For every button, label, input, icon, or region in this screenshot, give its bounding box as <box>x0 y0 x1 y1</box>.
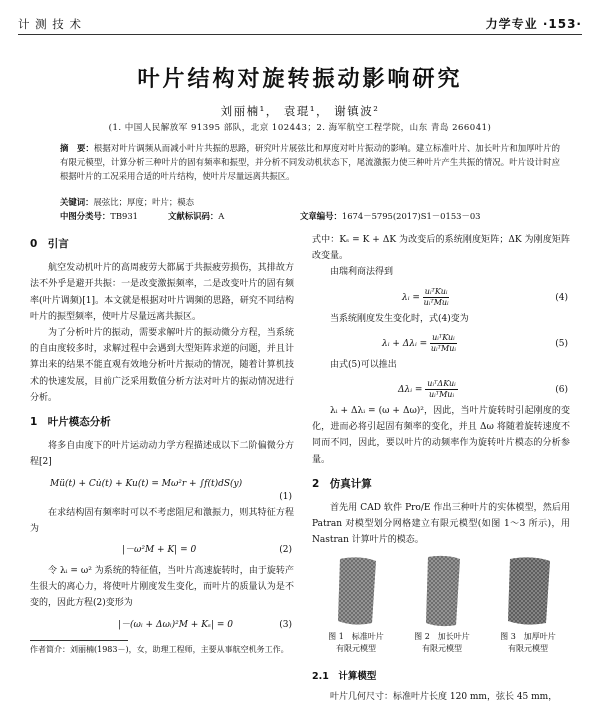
thickened-blade-mesh-image <box>498 555 558 627</box>
paragraph: 在求结构固有频率时可以不考虑阻尼和激振力，则其特征方程为 <box>30 507 294 534</box>
equation-4 <box>312 281 570 311</box>
equation-number: (6) <box>555 385 568 396</box>
equation-body: Mü(t) + Cu̇(t) + Ku(t) = Mω²r + ∫f(t)dS(y) <box>50 478 243 489</box>
equation-body <box>382 333 457 354</box>
equation-2 <box>30 537 294 563</box>
numerator: uᵢᵀKuᵢ <box>432 332 455 342</box>
equation-3 <box>30 612 294 638</box>
denominator: uᵢᵀMuᵢ <box>428 390 455 400</box>
equation-number: (4) <box>555 292 568 303</box>
paragraph: λᵢ + Δλᵢ = (ω + Δω)²，因此，当叶片旋转时引起刚度的变化，进而必将引起固有频率的变化，并且 Δω 将随着旋转速度不同而不同，因此，要以叶片的动频率作为旋转叶片模态的分析参量。 <box>312 406 570 465</box>
clc-label: 中图分类号： <box>60 211 111 221</box>
equation-body: |－ω²M + K| = 0 <box>122 545 197 556</box>
doc-code-value: A <box>218 211 225 221</box>
equation-6 <box>312 373 570 403</box>
article-number-label: 文章编号： <box>300 211 342 221</box>
footnote-rule <box>30 640 128 641</box>
figure-2 <box>402 555 482 655</box>
equation-fraction <box>425 379 457 400</box>
keywords <box>60 196 194 208</box>
equation-body <box>398 379 458 400</box>
running-header <box>18 12 582 34</box>
equation-lhs: Δλᵢ = <box>398 385 423 396</box>
section-page-number: 力学专业 ·153· <box>485 17 582 31</box>
paragraph: 首先用 CAD 软件 Pro/E 作出三种叶片的实体模型，然后用 Patran 对模型划分网格建立有限元模型(如图 1～3 所示)，用 Nastran 计算叶片的模态。 <box>312 503 570 546</box>
author-list: 刘丽楠¹， 袁琨¹， 谢镇波² <box>220 104 380 118</box>
keywords-text: 展弦比；厚度；叶片；模态 <box>93 197 194 207</box>
paper-title: 叶片结构对旋转振动影响研究 <box>137 67 463 92</box>
equation-number: (5) <box>555 338 568 349</box>
equation-body <box>402 287 449 308</box>
equation-lhs: λᵢ = <box>402 292 420 303</box>
section-heading-simulation: 2 仿真计算 <box>312 477 372 490</box>
affiliation: (1. 中国人民解放军 91395 部队，北京 102443；2. 海军航空工程学院，山东 青岛 266041) <box>108 123 492 133</box>
figure-caption-line2: 有限元模型 <box>336 643 376 653</box>
paragraph: 将多自由度下的叶片运动动力学方程描述成以下二阶偏微分方程[2] <box>30 441 294 468</box>
figure-1 <box>316 555 396 655</box>
equation-fraction <box>423 287 450 308</box>
figure-3 <box>488 555 568 655</box>
paragraph: 令 λᵢ = ω² 为系统的特征值，当叶片高速旋转时，由于旋转产生很大的离心力，将使叶片刚度发生变化，而叶片的质量认为是不变的，因此方程(2)变形为 <box>30 566 294 609</box>
equation-number: (1) <box>279 491 292 502</box>
standard-blade-mesh-image <box>326 555 386 627</box>
left-column <box>30 232 294 638</box>
numerator: uᵢᵀKuᵢ <box>424 286 448 296</box>
equation-body: |－(ωᵢ + Δωᵢ)²M + Kₛ| = 0 <box>118 619 233 630</box>
paragraph: 为了分析叶片的振动，需要求解叶片的振动微分方程，当系统的自由度较多时，求解过程中会遇到大型矩阵求逆的问题，并且计算出来的结果不能直观有效地分析叶片振动的情况，随着计算机技术的快速发展，目前广泛采用数值分析方法对叶片的振动情况进行分析。 <box>30 328 294 403</box>
section-heading-introduction: 0 引言 <box>30 238 69 250</box>
equation-5 <box>312 327 570 357</box>
doc-code-label: 文献标识码： <box>168 211 219 221</box>
figure-caption: 图 3 加厚叶片 <box>500 631 556 641</box>
figure-caption-line2: 有限元模型 <box>422 643 462 653</box>
clc-value: TB931 <box>110 211 138 221</box>
paragraph: 航空发动机叶片的高周疲劳大都属于共振疲劳损伤，其排故方法不外乎是避开共振：一是改变激振频率，二是改变叶片的固有频率(叶片调频)[1]。本文就是根据对叶片调频的思路，研究不同结构叶片的振型频率，使叶片尽量远离共振区。 <box>30 263 294 322</box>
figure-caption-line2: 有限元模型 <box>508 643 548 653</box>
equation-number: (3) <box>279 619 292 630</box>
numerator: uᵢᵀΔKuᵢ <box>427 379 456 389</box>
paragraph: 式中：Kₛ = K + ΔK 为改变后的系统刚度矩阵；ΔK 为刚度矩阵改变量。 <box>312 235 570 262</box>
figure-caption: 图 1 标准叶片 <box>328 631 384 641</box>
equation-1 <box>30 471 294 505</box>
subsection-heading-model: 2.1 计算模型 <box>312 670 377 682</box>
lengthened-blade-mesh-image <box>412 555 472 627</box>
figure-row <box>312 555 570 661</box>
author-footnote: 作者简介：刘丽楠(1983－)，女，助理工程师，主要从事航空机务工作。 <box>30 645 289 654</box>
paragraph: 由瑞利商法得到 <box>330 267 394 278</box>
denominator: uᵢᵀMuᵢ <box>423 297 449 307</box>
right-column <box>312 232 570 705</box>
abstract-label: 摘 要： <box>60 143 94 153</box>
abstract <box>60 141 560 183</box>
journal-name: 计 测 技 术 <box>18 17 82 31</box>
header-rule <box>18 34 582 35</box>
keywords-label: 关键词： <box>60 197 94 207</box>
paragraph: 叶片几何尺寸：标准叶片长度 120 mm，弦长 45 mm， <box>330 691 558 702</box>
figure-caption: 图 2 加长叶片 <box>414 631 470 641</box>
equation-fraction <box>430 333 457 354</box>
denominator: uᵢᵀMuᵢ <box>430 343 456 353</box>
section-heading-modal-analysis: 1 叶片模态分析 <box>30 416 111 429</box>
paragraph: 由式(5)可以推出 <box>330 359 397 370</box>
abstract-text: 根据对叶片调频从而减小叶片共振的思路，研究叶片展弦比和厚度对叶片振动的影响。建立标准叶片、加长叶片和加厚叶片的有限元模型，计算分析三种叶片的固有频率和振型，并分析不同发动机状态下，尾流激振力使三种叶片产生共振的情况。叶片设计时应根据叶片的工况采用合适的叶片结构，使叶片尽量远离共振区。 <box>60 143 560 181</box>
equation-number: (2) <box>279 545 292 556</box>
equation-lhs: λᵢ + Δλᵢ = <box>382 338 428 349</box>
article-number-value: 1674－5795(2017)S1－0153－03 <box>341 211 481 221</box>
paragraph: 当系统刚度发生变化时，式(4)变为 <box>330 313 469 324</box>
